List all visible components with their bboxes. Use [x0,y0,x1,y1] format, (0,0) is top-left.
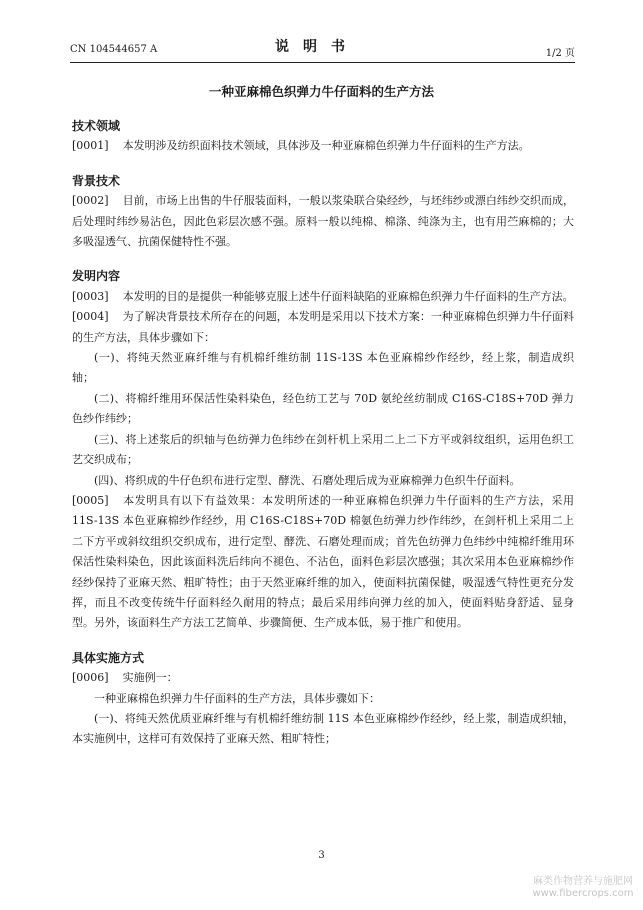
section-heading-embodiment: 具体实施方式 [72,650,145,665]
example-intro: 一种亚麻棉色织弹力牛仔面料的生产方法，具体步骤如下： [94,691,380,705]
paragraph-number: [0004] [72,310,109,324]
paragraph-0002 [72,191,574,252]
paragraph-text: 本发明涉及纺织面料技术领域，具体涉及一种亚麻棉色织弹力牛仔面料的生产方法。 [122,139,530,153]
section-heading-background: 背景技术 [72,173,121,188]
watermark-site-name: 麻类作物营养与施肥网 [533,876,633,887]
paragraph-text: 为了解决背景技术所存在的问题，本发明是采用以下技术方案：一种亚麻棉色织弹力牛仔面料的生产方法，具体步骤如下： [72,310,574,344]
paragraph-number: [0002] [72,194,109,208]
section-heading-content: 发明内容 [72,269,121,284]
section-heading-tech-field: 技术领域 [72,119,121,133]
page-info: 1/2 页 [545,48,575,59]
site-watermark [529,876,637,900]
patent-number: CN 104544657 A [70,44,158,55]
paragraph-0003 [72,287,574,307]
paragraph-number: [0006] [72,671,109,685]
paragraph-text: 目前，市场上出售的牛仔服装面料，一般以浆染联合染经纱，与坯纬纱或漂白纬纱交织而成，后处理时纬纱易沾色，因此色彩层次感不强。原料一般以纯棉、棉涤、纯涤为主，也有用苎麻棉的；大多吸湿透气、抗菌保健特性不强。 [72,194,574,249]
method-step-3: (三)、将上述浆后的织轴与色纺弹力色纬纱在剑杆机上采用二上二下方平或斜纹组织，运用色织工艺交织成布； [72,432,574,467]
invention-title: 一种亚麻棉色织弹力牛仔面料的生产方法 [208,84,434,99]
example-step-1: (一)、将纯天然优质亚麻纤维与有机棉纤维纺制 11S 本色亚麻棉纱作经纱，经上浆，制造成织轴，本实施例中，这样可有效保持了亚麻天然、粗旷特性； [72,711,574,746]
page-header [70,30,575,60]
method-step-1: (一)、将纯天然亚麻纤维与有机棉纤维纺制 11S-13S 本色亚麻棉纱作经纱，经上浆，制造成织轴； [72,351,574,385]
header-rule [70,62,575,63]
paragraph-number: [0005] [72,493,109,507]
paragraph-text: 实施例一： [122,671,178,685]
paragraph-text: 本发明的目的是提供一种能够克服上述牛仔面料缺陷的亚麻棉色织弹力牛仔面料的生产方法。 [122,289,574,303]
paragraph-0004 [72,307,574,348]
method-step-4: (四)、将织成的牛仔色织布进行定型、酵洗、石磨处理后成为亚麻棉弹力色织牛仔面料。 [94,473,521,487]
paragraph-0005 [72,491,574,634]
page-number: 3 [318,850,325,861]
document-body [72,116,574,750]
paragraph-number: [0001] [72,139,109,153]
paragraph-0006 [72,668,574,688]
document-type-title: 说明书 [275,39,359,55]
watermark-url: www.fibercrops.com [532,888,634,899]
paragraph-text: 本发明具有以下有益效果：本发明所述的一种亚麻棉色织弹力牛仔面料的生产方法，采用 11S-13S 本色亚麻棉纱作经纱，用 C16S-C18S+70D 棉氨色纺弹力纱作纬纱，在剑杆机上采用二上二下方平或斜纹组织交织成布，进行定型、酵洗、石磨处理而成；首先色纺弹力色纬纱中纯棉纤维用环保活性染料染色，因此该面料洗后纬向不褪色、不沾色，面料色彩层次感强；其次采用本色亚麻棉纱作经纱保持了亚麻天然、粗旷特性；由于天然亚麻纤维的加入，使面料抗菌保健，吸湿透气特性更充分发挥，而且不改变传统牛仔面料经久耐用的特点；最后采用纬向弹力丝的加入，使面料贴身舒适、显身型。另外，该面料生产方法工艺简单、步骤简便、生产成本低，易于推广和使用。 [72,493,574,630]
paragraph-number: [0003] [72,289,109,303]
method-step-2: (二)、将棉纤维用环保活性染料染色，经色纺工艺与 70D 氨纶丝纺制成 C16S-C18S+70D 弹力色纱作纬纱； [72,391,574,426]
paragraph-0001 [72,136,574,156]
